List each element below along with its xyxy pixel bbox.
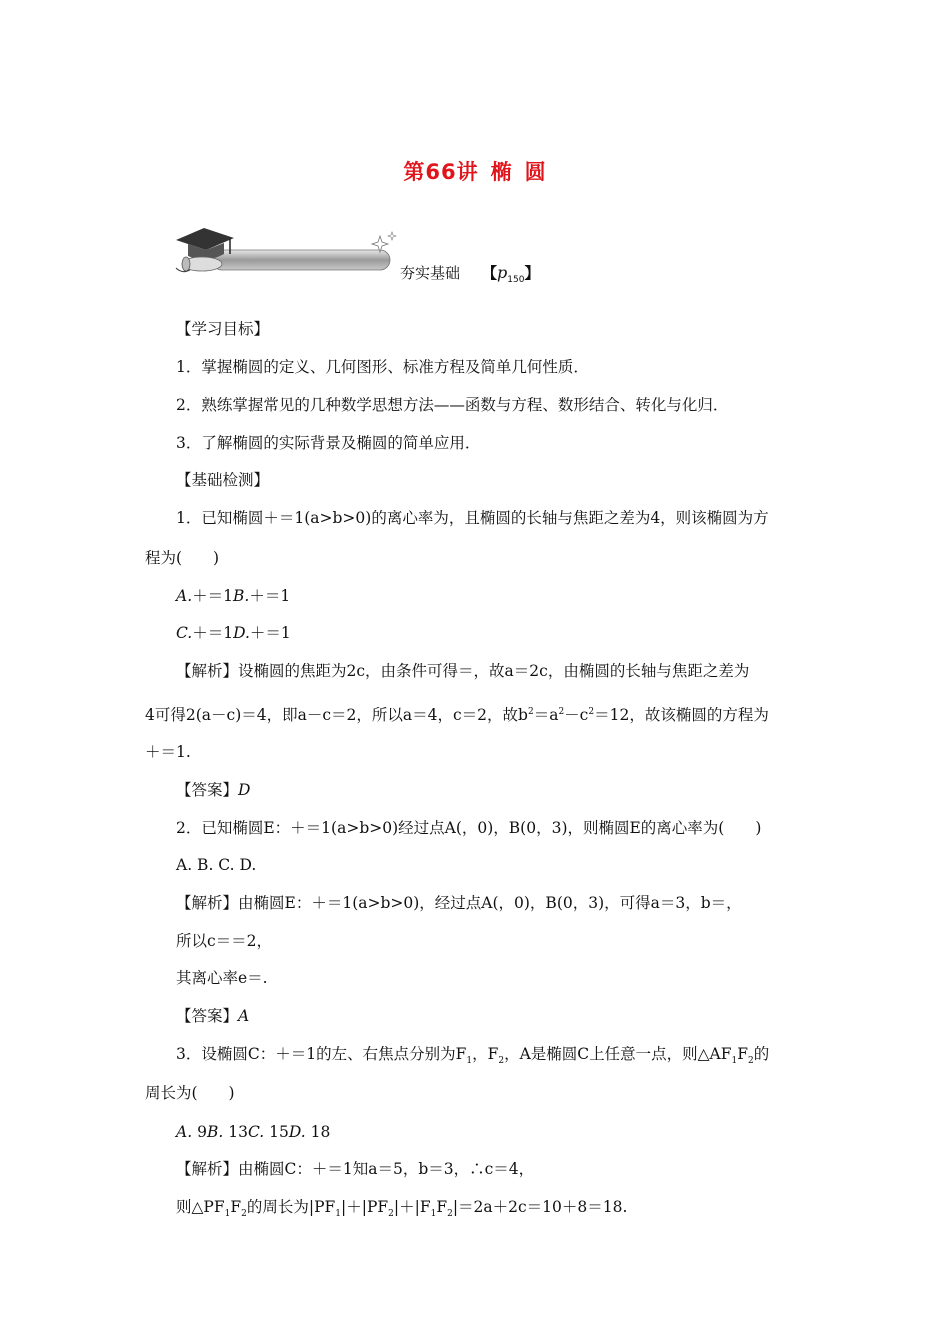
subscript: 1	[466, 1056, 473, 1067]
option-label: B.	[233, 587, 250, 605]
option-label: B.	[206, 1123, 224, 1141]
answer-value: A	[238, 1007, 250, 1025]
option-text: 15	[269, 1123, 289, 1141]
q2-stem: 2．已知椭圆E：＋＝1(a>b>0)经过点A(，0)，B(0，3)，则椭圆E的离心率为( )	[176, 819, 762, 837]
stem-text: 的	[753, 1045, 770, 1063]
option-label: A.	[176, 1123, 193, 1141]
option-label: C.	[176, 624, 193, 642]
q1-analysis-line1	[176, 661, 749, 681]
subscript: 2	[748, 1056, 754, 1067]
q3-analysis-line1	[176, 1159, 534, 1179]
option-label: C.	[247, 1123, 265, 1141]
ref-close: 】	[524, 264, 540, 282]
subscript: 2	[498, 1056, 505, 1067]
analysis-label: 【解析】	[176, 894, 239, 912]
analysis-text: F	[230, 1198, 242, 1216]
section-heading: 【学习目标】	[176, 320, 270, 338]
stem-text: ，F	[472, 1045, 499, 1063]
banner-title: 夯实基础	[400, 264, 461, 282]
subscript: 1	[224, 1209, 231, 1220]
analysis-text: ＝12，故该椭圆的方程为	[594, 706, 769, 725]
answer-value: D	[238, 781, 251, 799]
analysis-text: |＋|PF	[341, 1198, 389, 1216]
analysis-text: 4可得2(a－c)＝4，即a－c＝2，所以a＝4，c＝2，故b	[145, 706, 528, 725]
superscript: 2	[527, 707, 534, 717]
section-banner	[172, 224, 552, 284]
q2-answer	[176, 1006, 249, 1026]
ref-p: p	[497, 263, 508, 282]
analysis-text: ＝a	[533, 706, 559, 725]
analysis-text: |＝2a＋2c＝10＋8＝18.	[452, 1198, 628, 1216]
option-text: ＋＝1	[192, 624, 234, 642]
analysis-text: 由椭圆C：＋＝1知a＝5，b＝3，∴c＝4，	[238, 1160, 535, 1178]
banner-label	[400, 262, 539, 285]
page-title	[0, 156, 950, 186]
ref-num: 150	[507, 275, 525, 285]
analysis-text: 设椭圆的焦距为2c，由条件可得＝，故a＝2c，由椭圆的长轴与焦距之差为	[238, 662, 750, 680]
option-text: 13	[228, 1123, 248, 1141]
q3-options	[176, 1122, 330, 1142]
q1-stem-line1: 1．已知椭圆＋＝1(a>b>0)的离心率为，且椭圆的长轴与焦距之差为4，则该椭圆为方	[176, 509, 769, 527]
q1-stem-line2: 程为( )	[145, 549, 220, 567]
option-label: D.	[288, 1123, 306, 1141]
q1-options-ab	[176, 586, 290, 606]
ref-open: 【	[482, 264, 498, 282]
analysis-text: 的周长为|PF	[246, 1198, 336, 1216]
q1-analysis-line3: ＋＝1.	[145, 743, 191, 761]
subscript: 1	[430, 1209, 437, 1220]
stem-text: ，A是椭圆C上任意一点，则△AF	[504, 1045, 732, 1063]
option-text: ＋＝1	[249, 587, 291, 605]
answer-label: 【答案】	[176, 1007, 239, 1025]
analysis-text: 由椭圆E：＋＝1(a>b>0)，经过点A(，0)，B(0，3)，可得a＝3，b＝，	[238, 894, 742, 912]
analysis-text: F	[436, 1198, 448, 1216]
stem-text: F	[737, 1045, 749, 1063]
subscript: 2	[388, 1209, 394, 1220]
q3-stem-line2: 周长为( )	[145, 1084, 235, 1102]
title-char-2: 圆	[524, 160, 547, 184]
goal-item: 3．了解椭圆的实际背景及椭圆的简单应用．	[176, 434, 481, 452]
analysis-label: 【解析】	[176, 662, 239, 680]
superscript: 2	[558, 707, 565, 717]
analysis-text: －c	[564, 706, 589, 725]
q2-analysis-line2: 所以c＝＝2，	[176, 932, 273, 950]
subscript: 1	[731, 1056, 738, 1067]
option-text: ＋＝1	[249, 624, 291, 642]
analysis-text: |＋|F	[393, 1198, 431, 1216]
analysis-label: 【解析】	[176, 1160, 239, 1178]
option-text: 18	[310, 1123, 331, 1141]
q1-analysis-line2	[145, 702, 769, 725]
q2-options: A. B. C. D.	[176, 856, 257, 874]
q3-stem-line1	[176, 1044, 769, 1071]
q1-options-cd	[176, 623, 291, 643]
q2-analysis-line1	[176, 893, 742, 913]
q3-analysis-line2	[176, 1197, 627, 1224]
option-text: ＋＝1	[192, 587, 233, 605]
analysis-text: 则△PF	[176, 1198, 225, 1216]
answer-label: 【答案】	[176, 781, 239, 799]
subscript: 2	[447, 1209, 453, 1220]
title-lecture: 第66讲	[403, 160, 479, 184]
subscript: 2	[241, 1209, 247, 1220]
section-heading: 【基础检测】	[176, 471, 270, 489]
stem-text: 3．设椭圆C：＋＝1的左、右焦点分别为F	[176, 1045, 467, 1063]
subscript: 1	[335, 1209, 341, 1220]
q2-analysis-line3: 其离心率e＝.	[176, 969, 268, 987]
page-ref	[482, 263, 540, 285]
option-label: D.	[233, 624, 250, 642]
superscript: 2	[588, 707, 595, 717]
goal-item: 2．熟练掌握常见的几种数学思想方法——函数与方程、数形结合、转化与化归．	[176, 396, 729, 414]
q1-answer	[176, 780, 250, 800]
graduation-cap-icon	[172, 224, 402, 284]
title-char-1: 椭	[490, 160, 513, 184]
option-text: 9	[197, 1123, 207, 1141]
option-label: A.	[176, 587, 193, 605]
goal-item: 1．掌握椭圆的定义、几何图形、标准方程及简单几何性质．	[176, 358, 589, 376]
